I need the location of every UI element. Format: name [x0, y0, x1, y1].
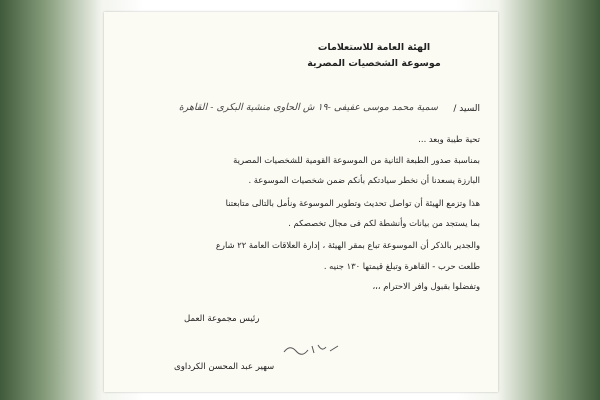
- paragraph-3-line-1: والجدير بالذكر أن الموسوعة تباع بمقر الهيئة ، إدارة العلاقات العامة ٢٢ شارع: [215, 240, 480, 250]
- letterhead-organization: الهئة العامة للاستعلامات: [317, 42, 431, 53]
- signature-title: رئيس مجموعة العمل: [184, 314, 260, 324]
- closing: وتفضلوا بقبول وافر الاحترام ،،،: [372, 281, 480, 291]
- paragraph-2-line-1: هذا وتزمع الهيئة أن تواصل تحديث وتطوير الموسوعة ونأمل بالتالى متابعتنا: [225, 198, 480, 208]
- paragraph-1-line-2: البارزة يسعدنا أن نخطر سيادتكم بأنكم ضمن شخصيات الموسوعة .: [248, 175, 480, 185]
- addressee-handwritten: سمية محمد موسى عفيفى -١٩ ش الحاوى منشية البكرى - القاهرة: [178, 102, 438, 113]
- handwritten-signature-icon: [282, 342, 342, 356]
- signature-name: سهير عبد المحسن الكرداوى: [174, 362, 275, 372]
- paragraph-2-line-2: بما يستجد من بيانات وأنشطة لكم فى مجال تخصصكم .: [288, 218, 480, 228]
- letterhead-encyclopedia: موسوعة الشخصيات المصرية: [307, 58, 441, 69]
- paragraph-1-line-1: بمناسبة صدور الطبعة الثانية من الموسوعة القومية للشخصيات المصرية: [233, 155, 480, 165]
- paragraph-3-line-2: طلعت حرب - القاهرة وتبلغ قيمتها ١٣٠ جنيه .: [323, 261, 480, 271]
- letter-paper: [104, 12, 498, 392]
- addressee-label: السيد /: [453, 104, 480, 114]
- letterhead: [274, 40, 474, 72]
- greeting: تحية طيبة وبعد ...: [418, 134, 480, 144]
